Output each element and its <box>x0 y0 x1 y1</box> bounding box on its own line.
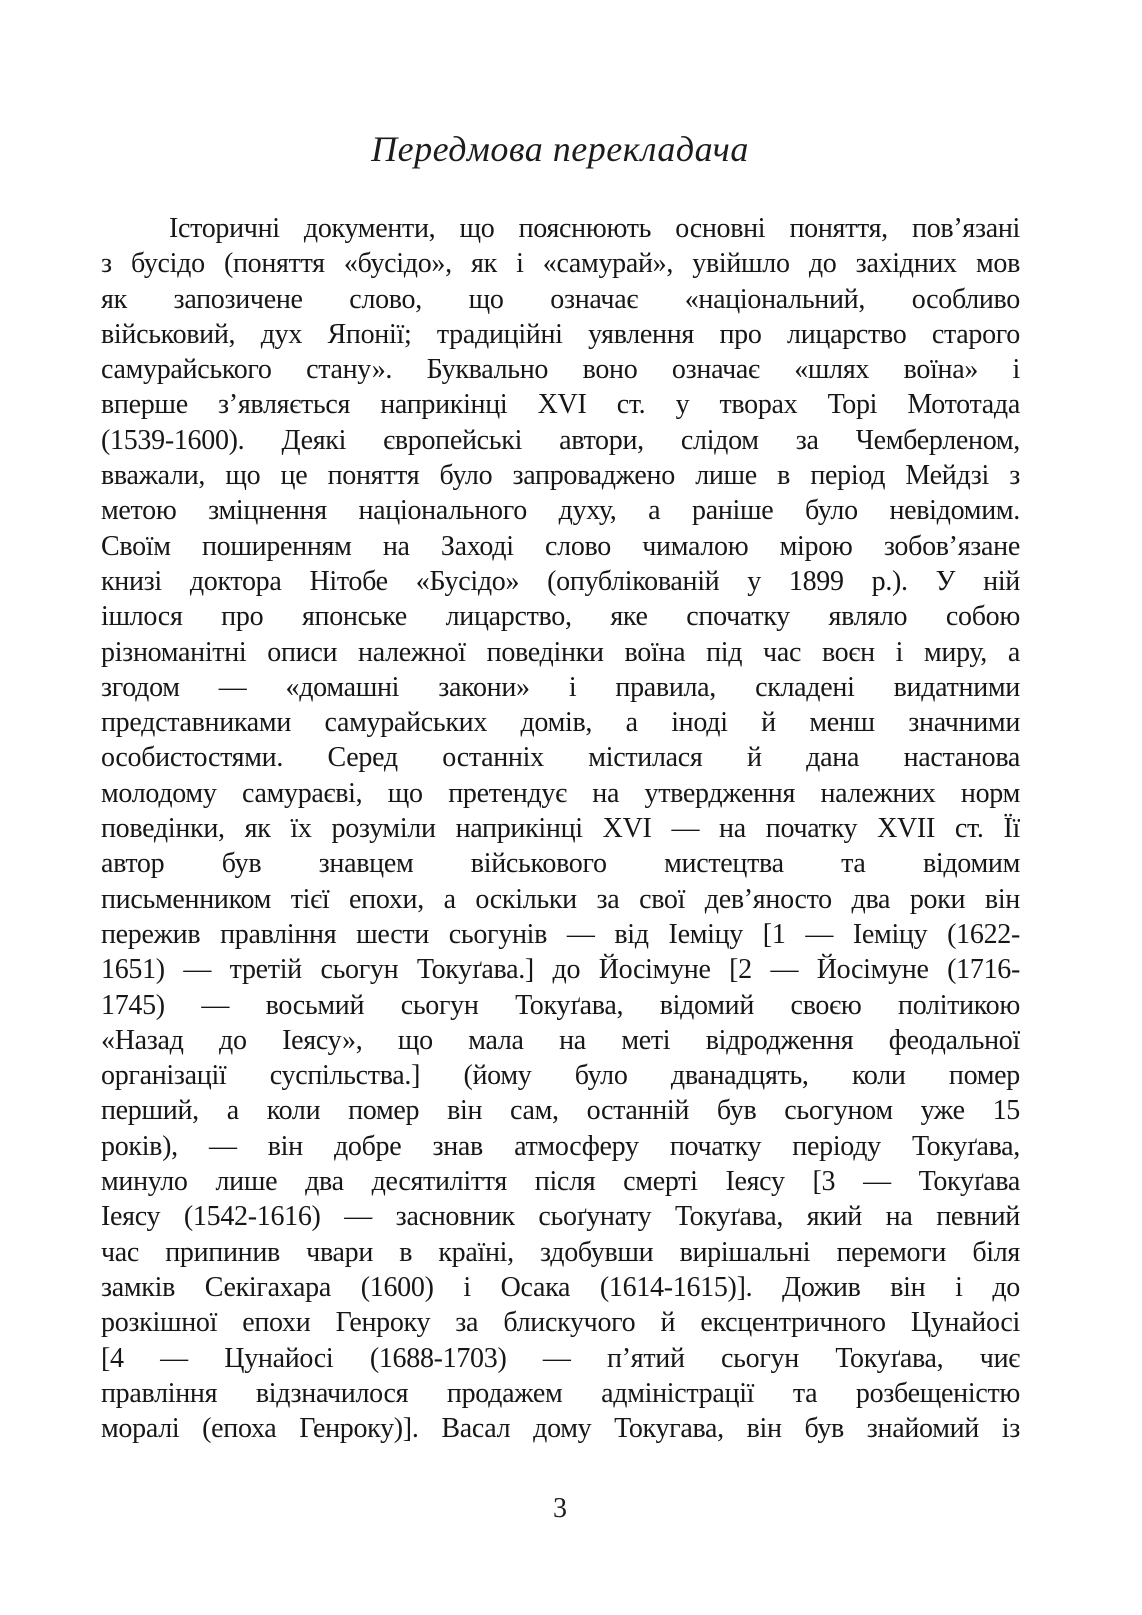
text-line: як запозичене слово, що означає «національний, особливо <box>101 283 1020 315</box>
text-line: самурайського стану». Буквально воно означає «шлях воїна» і <box>101 354 1020 386</box>
text-line: військовий, дух Японії; традиційні уявлення про лицарство старого <box>101 318 1020 350</box>
text-line: пережив правління шести сьогунів — від Іеміцу [1 — Іеміцу (1622- <box>101 918 1020 950</box>
text-line: організації суспільства.] (йому було дванадцять, коли помер <box>101 1060 1020 1092</box>
text-line: правління відзначилося продажем адміністрації та розбещеністю <box>101 1377 1020 1409</box>
text-line: [4 — Цунайосі (1688-1703) — п’ятий сьогун Токуґава, чиє <box>101 1342 1020 1374</box>
text-line: представниками самурайських домів, а іноді й менш значними <box>101 707 1020 739</box>
text-line: 1745) — восьмий сьогун Токуґава, відомий своєю політикою <box>101 989 1020 1021</box>
text-line: (1539-1600). Деякі європейські автори, слідом за Чемберленом, <box>101 424 1020 456</box>
text-line: молодому самураєві, що претендує на утвердження належних норм <box>101 777 1020 809</box>
text-line: метою зміцнення національного духу, а раніше було невідомим. <box>101 495 1020 527</box>
text-line: моралі (епоха Генроку)]. Васал дому Токугава, він був знайомий із <box>101 1413 1020 1445</box>
text-line: Історичні документи, що пояснюють основні поняття, пов’язані <box>169 213 1020 244</box>
text-line: особистостями. Серед останніх містилася й дана настанова <box>101 742 1020 774</box>
page-number: 3 <box>553 1493 567 1524</box>
text-line: згодом — «домашні закони» і правила, складені видатними <box>101 671 1020 703</box>
text-line: замків Секігахара (1600) і Осака (1614-1615)]. Дожив він і до <box>101 1271 1020 1303</box>
text-line: розкішної епохи Генроку за блискучого й ексцентричного Цунайосі <box>101 1307 1020 1339</box>
text-line: ішлося про японське лицарство, яке спочатку являло собою <box>101 601 1020 633</box>
text-line: з бусідо (поняття «бусідо», як і «самурай», увійшло до західних мов <box>101 248 1020 280</box>
text-line: письменником тієї епохи, а оскільки за свої дев’яносто два роки він <box>101 883 1020 915</box>
text-line: автор був знавцем військового мистецтва та відомим <box>101 848 1020 880</box>
text-line: перший, а коли помер він сам, останній був сьогуном уже 15 <box>101 1095 1020 1127</box>
text-line: Іеясу (1542-1616) — засновник сьоґунату Токуґава, який на певний <box>101 1201 1020 1233</box>
text-line: час припинив чвари в країні, здобувши вирішальні перемоги біля <box>101 1236 1020 1268</box>
text-line: поведінки, як їх розуміли наприкінці XVI — на початку XVII ст. Її <box>101 813 1020 845</box>
text-line: вперше з’являється наприкінці XVI ст. у творах Торі Мототада <box>101 389 1020 421</box>
text-line: минуло лише два десятиліття після смерті Іеясу [3 — Токуґава <box>101 1166 1020 1198</box>
body-paragraph <box>101 211 1020 1446</box>
text-line: 1651) — третій сьогун Токуґава.] до Йосімуне [2 — Йосімуне (1716- <box>101 954 1020 986</box>
text-line: Своїм поширенням на Заході слово чималою мірою зобов’язане <box>101 530 1020 562</box>
text-line: вважали, що це поняття було запроваджено лише в період Мейдзі з <box>101 460 1020 492</box>
text-line: «Назад до Іеясу», що мала на меті відродження феодальної <box>101 1024 1020 1056</box>
page-title: Передмова перекладача <box>371 129 749 169</box>
text-line: книзі доктора Нітобе «Бусідо» (опублікованій у 1899 р.). У ній <box>101 565 1020 597</box>
text-line: різноманітні описи належної поведінки воїна під час воєн і миру, а <box>101 636 1020 668</box>
text-line: років), — він добре знав атмосферу початку періоду Токуґава, <box>101 1130 1020 1162</box>
